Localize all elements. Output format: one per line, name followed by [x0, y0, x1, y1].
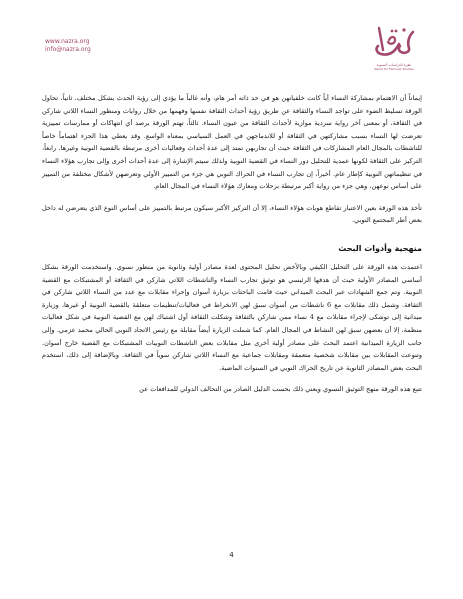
logo-arabic-text: نظرة للدراسات النسوية — [376, 63, 412, 67]
paragraph-methodology: اعتمدت هذه الورقة على التحليل الكيفي وبالأخص تحليل المحتوى لعدة مصادر أولية وثانوية من منظور نسوي. واستخدمت الورقة بشكل أساسي المصادر الأولية حيث أن هدفها الرئيسي هو توثيق تجارب النساء والناشطات اللاتي شاركن في الثقافة أو المشتبكات مع القضية النوبية. وتم جمع الشهادات عبر البحث الميداني حيث قامت الباحثات بزيارة أسوان وإجراء مقابلات مع عدد من النساء اللاتي شاركن في الثقافة. وشمل ذلك مقابلات مع 6 ناشطات من أسوان سبق لهن الانخراط في فعاليات/تنظيمات متعلقة بالقضية النوبية أو غيرها، وزيارة ميدانية إلى توشكى لإجراء مقابلات مع 4 نساء ممن شاركن بالثقافة وشكلت الثقافة أول اشتباك لهن مع القضية النوبية في شكل فعاليات منظمة، إلا أن بعضهن سبق لهن النشاط في المجال العام. كما شملت الزيارة أيضاً مقابلة مع رئيس الاتحاد النوبي الحالي محمد عزمي. وإلى جانب الزيارة الميدانية اعتمد البحث على مصادر أولية أخرى مثل مقابلات بعض الناشطات النوبيات المشتبكات مع القضية خارج أسوان. وتنوعت المقابلات بين مقابلات شخصية متعمقة ومقابلات جماعية مع النساء اللاتي شاركن سوياً في الثقافة. وبالإضافة إلى ذلك، استخدم البحث بعض المصادر الثانوية عن تاريخ الحراك النوبي في السنوات الماضية. — [42, 262, 422, 372]
section-heading-methodology: منهجية وأدوات البحث — [338, 243, 422, 253]
logo-english-text: Nazra for Feminist Studies — [374, 67, 414, 71]
paragraph-intersectionality: تأخذ هذه الورقة بعين الاعتبار تقاطع هويات هؤلاء النساء، إلا أن التركيز الأكبر سيكون مرتبط بالتمييز على أساس النوع الذي يتعرضن له داخل بعض أطر المجتمع النوبي. — [42, 203, 422, 225]
contact-info — [45, 38, 91, 54]
website-link[interactable]: www.nazra.org — [45, 38, 90, 45]
page-number: 4 — [229, 551, 234, 559]
paragraph-introduction: إيماناً أن الاهتمام بمشاركة النساء أياً كانت خلفياتهن هو في حد ذاته أمر هام، وأنه غالباً ما يؤدي إلى رؤية الحدث بشكل مختلف. ثانياً، تحاول الورقة تسليط الضوء على تواجد النساء والثقافة عن طريق رؤية أحداث الثقافة نفسها وفهمها من خلال روايات ومنظور النساء اللاتي شاركن في الثقافة، أو بمعنى آخر رواية سردية موازية لأحداث الثقافة من عيون النساء. ثالثاً، تهتم الورقة برصد أي انتهاكات أو ممارسات تمييزية تعرضت لها النساء بسبب مشاركتهن في الثقافة أو للاندماجهن في العمل السياسي بمعناه الواسع. وقد يعطي هذا الجزء اهتماماً خاصاً للناشطات بالمجال العام المشاركات في الثقافة حيث أن تجاربهن تمتد إلى عدة أحداث وفعاليات أخرى مرتبطة بالقضية النوبية وغيرها. رابعاً، التركيز على الثقافة لكونها عمدية للتحليل دور النساء في القضية النوبية ولذلك سيتم الإشارة إلى عدة أحداث أخرى وإلى تجارب هؤلاء النساء في تنظيماتهن النوبية كإطار عام. أخيراً، إن تجارب النساء في الحراك النوبي هي جزء من التمييز الأولي وتعرضهن لأشكال مختلفة من التمييز على أساس نوعهن، وهي جزء من رواية أكبر مرتبطة برحلات ومعارك هؤلاء النساء في المجال العام. — [42, 94, 422, 191]
document-body — [42, 92, 422, 405]
paragraph-documentation: تتبع هذه الورقة منهج التوثيق النسوي ويعني ذلك بحسب الدليل الصادر من التحالف الدولي للمدافعات عن — [139, 385, 422, 394]
nazra-logo — [364, 22, 424, 84]
email-link[interactable]: info@nazra.org — [45, 46, 91, 53]
page-header — [0, 0, 463, 90]
logo-calligraphy-icon — [369, 22, 419, 62]
